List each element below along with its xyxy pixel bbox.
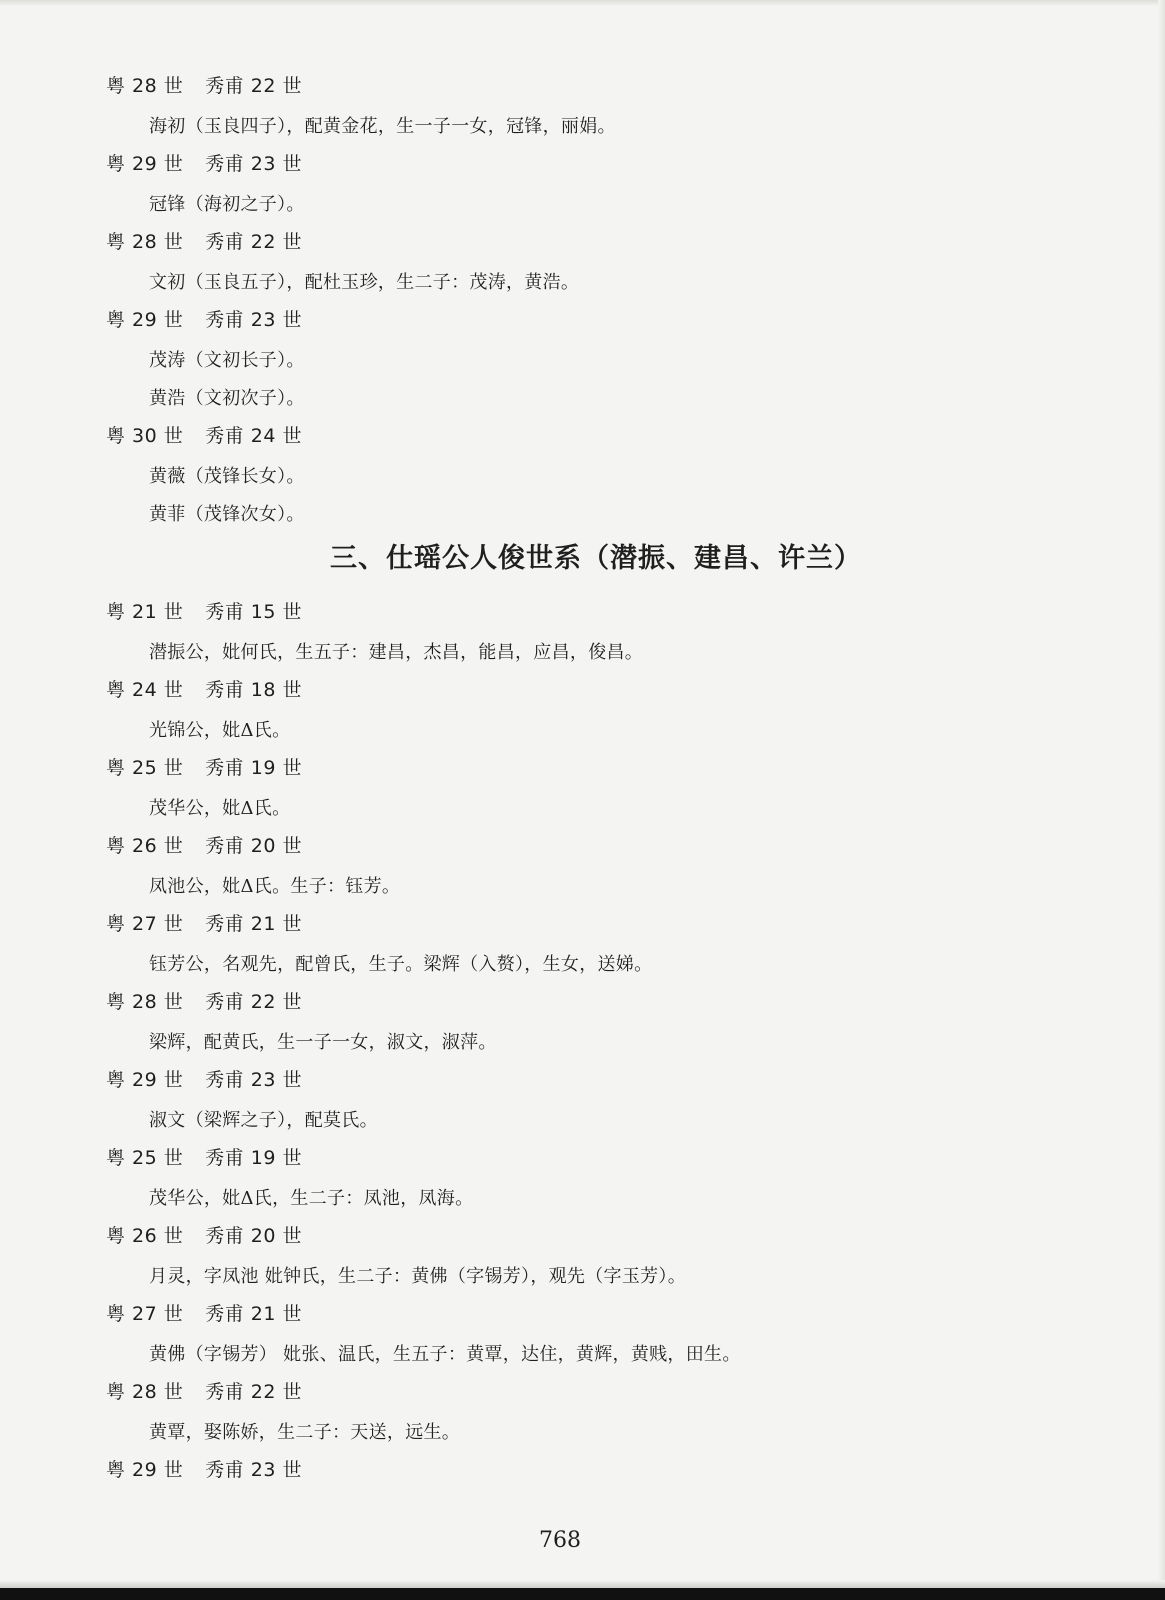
genealogy-entry: 梁辉，配黄氏，生一子一女，淑文，淑萍。 [149,1032,497,1053]
generation-xiufu: 秀甫 23 世 [205,1459,303,1481]
scan-right-edge [1158,0,1165,1588]
generation-yue: 粤 28 世 [106,75,184,97]
generation-xiufu: 秀甫 21 世 [205,913,303,935]
generation-header [106,592,1066,632]
genealogy-entry: 茂华公，妣Δ氏，生二子：凤池，凤海。 [149,1188,474,1209]
generation-header [106,144,1066,184]
genealogy-entry: 海初（玉良四子），配黄金花，生一子一女，冠锋，丽娟。 [149,116,616,137]
generation-yue: 粤 26 世 [106,1225,184,1247]
generation-yue: 粤 29 世 [106,309,184,331]
genealogy-entry: 凤池公，妣Δ氏。生子：钰芳。 [149,876,401,897]
generation-yue: 粤 29 世 [106,1069,184,1091]
generation-header [106,1450,1066,1490]
genealogy-entry: 淑文（梁辉之子），配莫氏。 [149,1110,378,1131]
generation-header [106,748,1066,788]
generation-header [106,1372,1066,1412]
generation-header [106,670,1066,710]
genealogy-entry: 黄浩（文初次子）。 [149,388,305,409]
scan-top-edge [0,0,1165,6]
genealogy-entry: 冠锋（海初之子）。 [149,194,305,215]
genealogy-entry: 光锦公，妣Δ氏。 [149,720,291,741]
generation-xiufu: 秀甫 22 世 [205,231,303,253]
page-number: 768 [539,1528,581,1553]
genealogy-entry: 黄薇（茂锋长女）。 [149,466,305,487]
generation-xiufu: 秀甫 23 世 [205,153,303,175]
generation-yue: 粤 30 世 [106,425,184,447]
generation-xiufu: 秀甫 20 世 [205,835,303,857]
generation-yue: 粤 29 世 [106,153,184,175]
genealogy-entry: 月灵，字凤池 妣钟氏，生二子：黄佛（字锡芳），观先（字玉芳）。 [149,1266,687,1287]
generation-yue: 粤 27 世 [106,913,184,935]
generation-yue: 粤 29 世 [106,1459,184,1481]
generation-header [106,1294,1066,1334]
genealogy-entry: 茂涛（文初长子）。 [149,350,305,371]
generation-xiufu: 秀甫 18 世 [205,679,303,701]
generation-header [106,1216,1066,1256]
generation-yue: 粤 27 世 [106,1303,184,1325]
generation-yue: 粤 28 世 [106,1381,184,1403]
generation-yue: 粤 25 世 [106,1147,184,1169]
genealogy-entry: 文初（玉良五子），配杜玉珍，生二子：茂涛，黄浩。 [149,272,580,293]
generation-xiufu: 秀甫 19 世 [205,757,303,779]
genealogy-entry: 茂华公，妣Δ氏。 [149,798,291,819]
generation-xiufu: 秀甫 23 世 [205,1069,303,1091]
generation-xiufu: 秀甫 23 世 [205,309,303,331]
generation-yue: 粤 25 世 [106,757,184,779]
generation-xiufu: 秀甫 22 世 [205,75,303,97]
section-title: 三、仕瑶公人俊世系（潜振、建昌、许兰） [330,543,862,574]
generation-xiufu: 秀甫 19 世 [205,1147,303,1169]
generation-yue: 粤 24 世 [106,679,184,701]
generation-header [106,1138,1066,1178]
generation-xiufu: 秀甫 21 世 [205,1303,303,1325]
generation-header [106,300,1066,340]
genealogy-entry: 黄覃，娶陈娇，生二子：天送，远生。 [149,1422,461,1443]
generation-xiufu: 秀甫 15 世 [205,601,303,623]
genealogy-entry: 钰芳公，名观先，配曾氏，生子。梁辉（入赘），生女，送娣。 [149,954,653,975]
generation-header [106,904,1066,944]
generation-header [106,66,1066,106]
generation-header [106,222,1066,262]
scan-bottom-shadow [0,1580,1165,1588]
generation-yue: 粤 28 世 [106,991,184,1013]
generation-header [106,416,1066,456]
generation-header [106,826,1066,866]
generation-xiufu: 秀甫 20 世 [205,1225,303,1247]
genealogy-entry: 潜振公，妣何氏，生五子：建昌，杰昌，能昌，应昌，俊昌。 [149,642,644,663]
generation-yue: 粤 26 世 [106,835,184,857]
generation-header [106,982,1066,1022]
generation-yue: 粤 21 世 [106,601,184,623]
genealogy-entry: 黄菲（茂锋次女）。 [149,504,305,525]
generation-xiufu: 秀甫 24 世 [205,425,303,447]
genealogy-body [106,66,1066,1490]
genealogy-entry: 黄佛（字锡芳） 妣张、温氏，生五子：黄覃，达住，黄辉，黄贱，田生。 [149,1344,741,1365]
scan-bottom-edge [0,1588,1165,1600]
generation-yue: 粤 28 世 [106,231,184,253]
generation-xiufu: 秀甫 22 世 [205,1381,303,1403]
generation-xiufu: 秀甫 22 世 [205,991,303,1013]
generation-header [106,1060,1066,1100]
